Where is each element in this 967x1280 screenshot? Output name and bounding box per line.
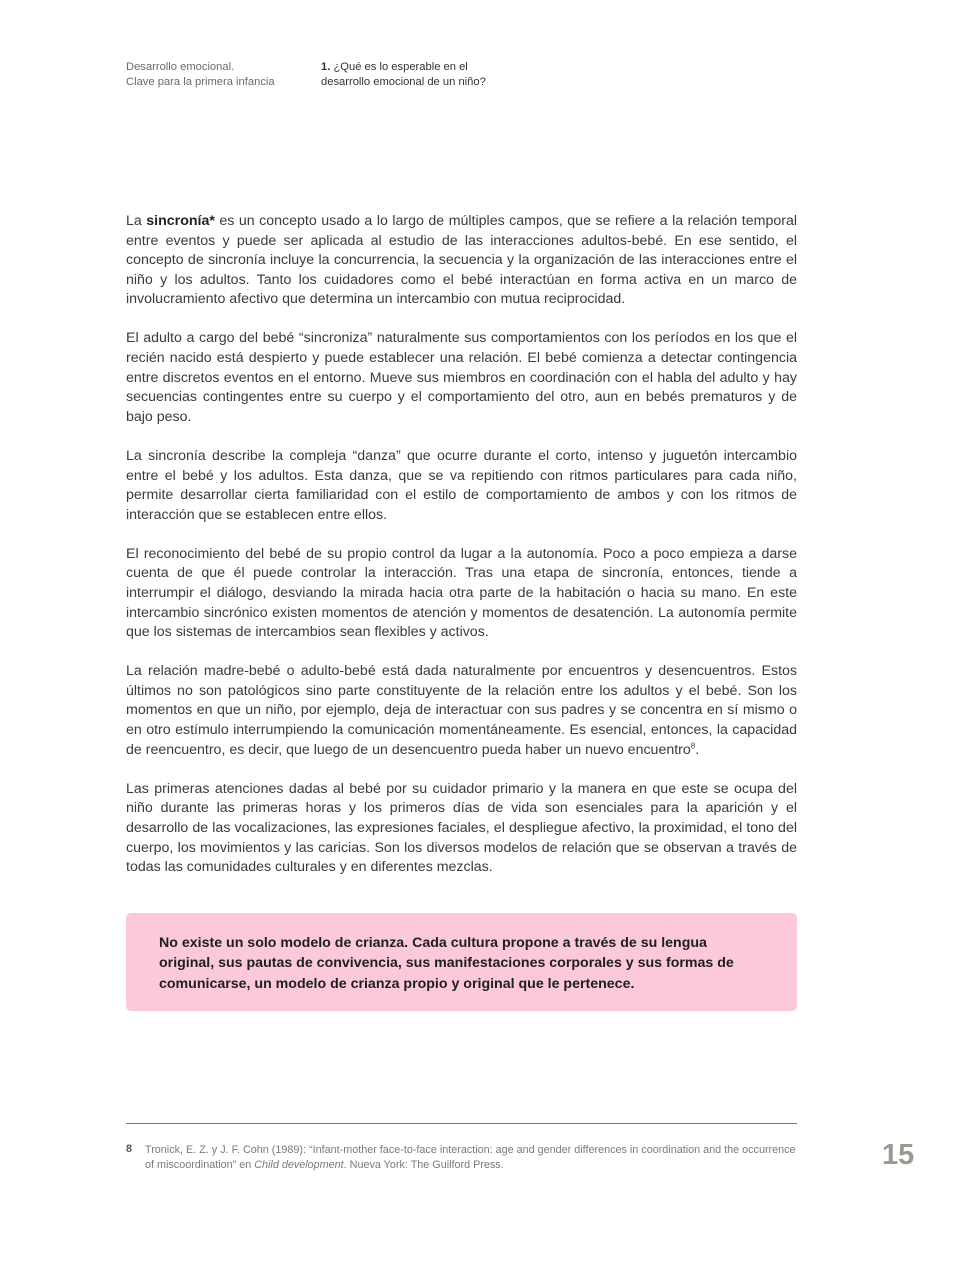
footnote-number: 8 xyxy=(126,1143,133,1155)
paragraph-1 xyxy=(126,212,797,310)
running-header-chapter xyxy=(321,60,486,89)
footnote-text xyxy=(145,1143,800,1173)
footnote-publisher: . Nueva York: The Guilford Press. xyxy=(343,1159,504,1171)
chapter-title-first: ¿Qué es lo esperable en el xyxy=(330,61,468,73)
glossary-term-sincronia: sincronía* xyxy=(146,213,215,229)
footnote-citation: Tronick, E. Z. y J. F. Cohn (1989): “Infant-mother face-to-face interaction: age and gender differences in coordination and the occurrence of miscoordination” en xyxy=(145,1144,796,1171)
book-title-line-1: Desarrollo emocional. xyxy=(126,61,235,73)
paragraph-5-end: . xyxy=(695,741,700,758)
page-number: 15 xyxy=(882,1139,915,1171)
chapter-title-line-1 xyxy=(321,60,486,75)
highlight-callout-box xyxy=(126,913,797,1011)
paragraph-3: La sincronía describe la compleja “danza” que ocurre durante el corto, intenso y juguetón intercambio entre el bebé y los adultos. Esta danza, que se va repitiendo con ritmos particulares para cada niño, permite desarrollar cierta familiaridad con el estilo de comportamiento de ambos y con los ritmos de interacción que se establecen entre ellos. xyxy=(126,447,797,523)
footnote-reference: 8 xyxy=(690,740,696,750)
footnote-source-title: Child development xyxy=(254,1159,344,1171)
callout-text: No existe un solo modelo de crianza. Cada cultura propone a través de su lengua original, sus pautas de convivencia, sus manifestaciones corporales y sus formas de comunicarse, un modelo de crianza propio y original que le pertenece. xyxy=(159,935,734,992)
paragraph-4: El reconocimiento del bebé de su propio control da lugar a la autonomía. Poco a poco empieza a darse cuenta de que él puede controlar la interacción. Tras una etapa de sincronía, entonces, tiende a interrumpir el diálogo, desviando la mirada hacia otra parte de la habitación o hacia su mano. En este intercambio sincrónico existen momentos de atención y momentos de desatención. La autonomía permite que los sistemas de intercambios sean flexibles y activos. xyxy=(126,545,797,641)
book-title-line-2: Clave para la primera infancia xyxy=(126,75,275,88)
chapter-number: 1. xyxy=(321,61,331,73)
paragraph-5 xyxy=(126,662,797,760)
paragraph-5-text: La relación madre-bebé o adulto-bebé está dada naturalmente por encuentros y desencuentros. Estos últimos no son patológicos sino parte constituyente de la relación entre los adultos y el bebé. Son los momentos en que un niño, por ejemplo, deja de interactuar con sus padres y se concentra en sí mismo o en otro estímulo interrumpiendo la comunicación momentáneamente. Es esencial, entonces, la capacidad de reencuentro, es decir, que luego de un desencuentro pueda haber un nuevo encuentro xyxy=(126,663,797,758)
paragraph-6: Las primeras atenciones dadas al bebé por su cuidador primario y la manera en que este se ocupa del niño durante las primeras horas y los primeros días de vida son esenciales para la aparición y el desarrollo de las vocalizaciones, las expresiones faciales, el despliegue afectivo, la proximidad, el tono del cuerpo, los movimientos y las caricias. Son los diversos modelos de relación que se observan a través de todas las comunidades culturales y en diferentes mezclas. xyxy=(126,780,797,876)
paragraph-2: El adulto a cargo del bebé “sincroniza” naturalmente sus comportamientos con los períodos en los que el recién nacido está despierto y puede establecer una relación. El bebé comienza a detectar contingencia entre discretos eventos en el entorno. Mueve sus miembros en coordinación con el habla del adulto y hay secuencias contingentes entre su cuerpo y el comportamiento del otro, aun en bebés prematuros y de bajo peso. xyxy=(126,330,797,425)
chapter-title-line-2: desarrollo emocional de un niño? xyxy=(321,75,486,88)
footnote-divider xyxy=(126,1123,797,1124)
body-text xyxy=(126,212,797,897)
paragraph-1-lead: La xyxy=(126,213,147,229)
running-header-book-title xyxy=(126,60,275,89)
paragraph-1-rest: es un concepto usado a lo largo de múltiples campos, que se refiere a la relación temporal entre eventos y puede ser aplicada al estudio de las interacciones adultos-bebé. En ese sentido, el concepto de sincronía incluye la concurrencia, la secuencia y la organización de las interacciones entre el niño y los adultos. Tanto los cuidadores como el bebé interactúan en forma activa en un marco de involucramiento afectivo que determina un intercambio con mutua reciprocidad. xyxy=(126,213,797,308)
